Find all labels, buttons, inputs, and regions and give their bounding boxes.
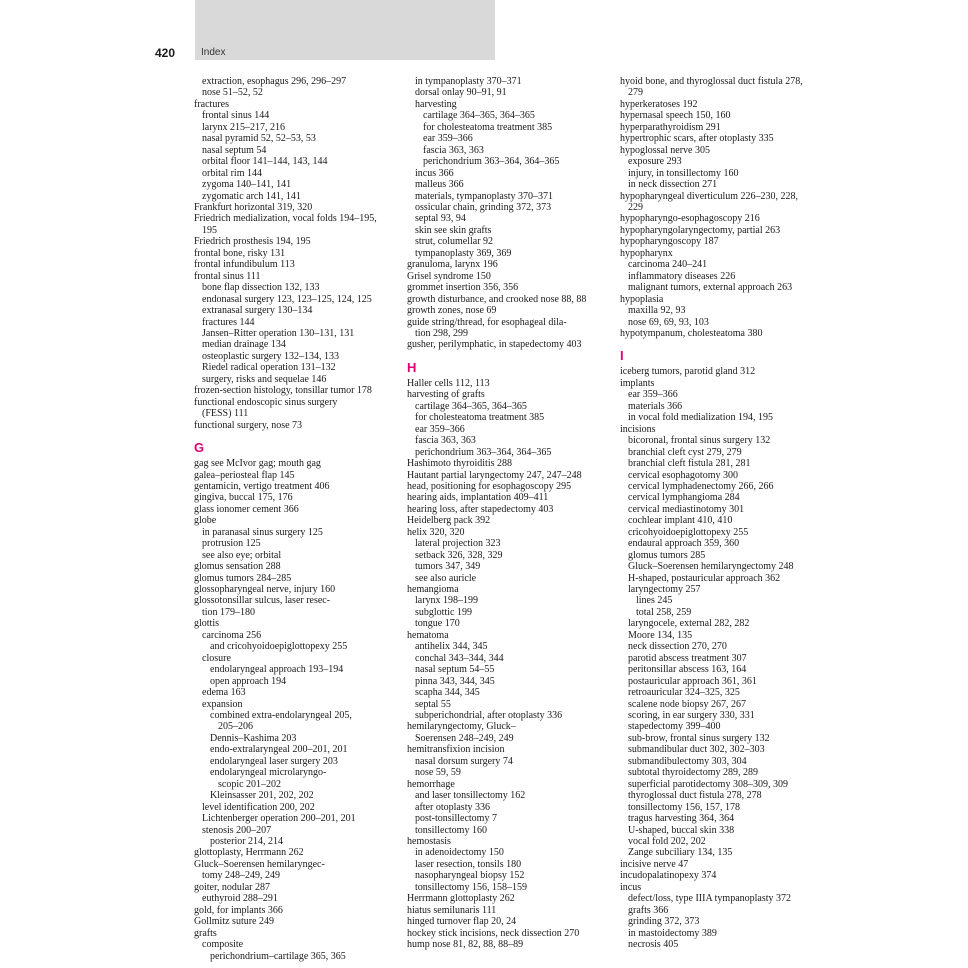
index-entry: incisive nerve 47 (620, 858, 689, 870)
header-bar (195, 0, 495, 60)
index-entry: malignant tumors, external approach 263 (628, 282, 793, 294)
index-entry: laryngocele, external 282, 282 (628, 618, 750, 630)
index-entry: in mastoidectomy 389 (628, 927, 717, 939)
index-entry: strut, columellar 92 (415, 236, 494, 248)
index-entry: after otoplasty 336 (415, 801, 490, 813)
index-entry: osteoplastic surgery 132–134, 133 (202, 350, 340, 362)
index-entry: tonsillectomy 156, 158–159 (415, 881, 527, 893)
index-entry: Grisel syndrome 150 (407, 270, 491, 282)
index-entry: hiatus semilunaris 111 (407, 904, 497, 916)
index-entry: gusher, perilymphatic, in stapedectomy 403 (407, 339, 582, 351)
index-entry: antihelix 344, 345 (415, 641, 488, 653)
index-entry: and cricohyoidoepiglottopexy 255 (210, 641, 348, 653)
index-entry: hemangioma (407, 584, 459, 596)
index-entry: hemitransfixion incision (407, 744, 505, 756)
index-entry: hypopharyngolaryngectomy, partial 263 (620, 224, 781, 236)
index-entry: gentamicin, vertigo treatment 406 (194, 480, 330, 492)
index-entry: 229 (628, 201, 643, 213)
index-entry: carcinoma 256 (202, 629, 262, 641)
index-entry: guide string/thread, for esophageal dila- (407, 316, 567, 328)
index-entry: grinding 372, 373 (628, 916, 700, 928)
index-entry: frontal sinus 144 (202, 110, 270, 122)
index-entry: hemilaryngectomy, Gluck– (407, 721, 516, 733)
index-entry: Riedel radical operation 131–132 (202, 362, 336, 374)
index-entry: endo-extralaryngeal 200–201, 201 (210, 744, 348, 756)
index-entry: zygoma 140–141, 141 (202, 179, 292, 191)
index-entry: glomus tumors 285 (628, 549, 706, 561)
index-entry: fascia 363, 363 (423, 144, 484, 156)
index-entry: tion 179–180 (202, 606, 256, 618)
index-entry: Gluck–Soerensen hemilaryngectomy 248 (628, 561, 794, 573)
index-entry: zygomatic arch 141, 141 (202, 190, 301, 202)
index-entry: skin see skin grafts (415, 224, 492, 236)
index-entry: cervical lymphadenectomy 266, 266 (628, 480, 774, 492)
index-entry: harvesting (415, 98, 457, 110)
index-entry: glossopharyngeal nerve, injury 160 (194, 584, 336, 596)
index-entry: Gollmitz suture 249 (194, 916, 274, 928)
index-entry: goiter, nodular 287 (194, 881, 270, 893)
index-entry: functional surgery, nose 73 (194, 419, 303, 431)
index-entry: nose 59, 59 (415, 767, 461, 779)
index-entry: hyperkeratoses 192 (620, 98, 698, 110)
index-entry: branchial cleft cyst 279, 279 (628, 446, 742, 458)
index-entry: combined extra-endolaryngeal 205, (210, 710, 352, 722)
index-entry: inflammatory diseases 226 (628, 270, 736, 282)
index-entry: Dennis–Kashima 203 (210, 732, 297, 744)
index-entry: incus 366 (415, 167, 454, 179)
index-column-1 (194, 76, 399, 962)
index-entry: submandibular duct 302, 302–303 (628, 744, 765, 756)
index-entry: bicoronal, frontal sinus surgery 132 (628, 435, 771, 447)
index-entry: conchal 343–344, 344 (415, 652, 504, 664)
index-entry: hyperparathyroidism 291 (620, 121, 721, 133)
index-entry: total 258, 259 (636, 606, 692, 618)
index-entry: Friedrich prosthesis 194, 195 (194, 236, 311, 248)
index-entry: subglottic 199 (415, 606, 472, 618)
index-entry: larynx 215–217, 216 (202, 121, 286, 133)
index-entry: laryngectomy 257 (628, 584, 701, 596)
index-entry: post-tonsillectomy 7 (415, 813, 497, 825)
index-entry: granuloma, larynx 196 (407, 259, 498, 271)
index-entry: and laser tonsillectomy 162 (415, 790, 526, 802)
index-entry: dorsal onlay 90–91, 91 (415, 87, 507, 99)
index-entry: closure (202, 652, 231, 664)
index-entry: glossotonsillar sulcus, laser resec- (194, 595, 331, 607)
index-entry: tympanoplasty 369, 369 (415, 247, 512, 259)
index-entry: incus (620, 881, 642, 893)
index-entry: cervical esophagotomy 300 (628, 469, 738, 481)
index-entry: sub-brow, frontal sinus surgery 132 (628, 732, 770, 744)
index-entry: Lichtenberger operation 200–201, 201 (202, 813, 356, 825)
index-entry: branchial cleft fistula 281, 281 (628, 458, 751, 470)
index-entry: stenosis 200–207 (202, 824, 272, 836)
index-entry: retroauricular 324–325, 325 (628, 687, 740, 699)
index-entry: edema 163 (202, 687, 246, 699)
index-entry: level identification 200, 202 (202, 801, 315, 813)
index-entry: septal 55 (415, 698, 451, 710)
index-entry: glottoplasty, Herrmann 262 (194, 847, 304, 859)
index-entry: ear 359–366 (628, 389, 678, 401)
index-entry: scalene node biopsy 267, 267 (628, 698, 747, 710)
index-entry: tumors 347, 349 (415, 561, 481, 573)
index-entry: endaural approach 359, 360 (628, 538, 740, 550)
index-entry: scopic 201–202 (218, 778, 282, 790)
index-entry: subtotal thyroidectomy 289, 289 (628, 767, 758, 779)
index-entry: tongue 170 (415, 618, 460, 630)
index-entry: glottis (194, 618, 220, 630)
index-entry: nasal septum 54–55 (415, 664, 495, 676)
index-entry: Moore 134, 135 (628, 629, 693, 641)
index-entry: nose 51–52, 52 (202, 87, 263, 99)
index-entry: hump nose 81, 82, 88, 88–89 (407, 939, 524, 951)
index-entry: Jansen–Ritter operation 130–131, 131 (202, 327, 355, 339)
index-column-3 (620, 76, 825, 951)
index-entry: glomus sensation 288 (194, 561, 281, 573)
index-entry: exposure 293 (628, 156, 682, 168)
index-entry: carcinoma 240–241 (628, 259, 708, 271)
index-entry: hinged turnover flap 20, 24 (407, 916, 517, 928)
index-entry: cochlear implant 410, 410 (628, 515, 733, 527)
index-entry: lines 245 (636, 595, 673, 607)
index-entry: thyroglossal duct fistula 278, 278 (628, 790, 762, 802)
index-entry: 195 (202, 224, 217, 236)
index-entry: hemorrhage (407, 778, 455, 790)
index-entry: H-shaped, postauricular approach 362 (628, 572, 781, 584)
section-letter: G (194, 440, 205, 456)
index-entry: hearing aids, implantation 409–411 (407, 492, 549, 504)
index-entry: Frankfurt horizontal 319, 320 (194, 201, 313, 213)
index-entry: hypernasal speech 150, 160 (620, 110, 731, 122)
index-entry: neck dissection 270, 270 (628, 641, 727, 653)
index-entry: grafts (194, 927, 217, 939)
index-entry: vocal fold 202, 202 (628, 836, 706, 847)
index-entry: cervical mediastinotomy 301 (628, 503, 745, 515)
index-entry: Heidelberg pack 392 (407, 515, 491, 527)
index-entry: endonasal surgery 123, 123–125, 124, 125 (202, 293, 372, 305)
index-entry: peritonsillar abscess 163, 164 (628, 664, 747, 676)
index-entry: (FESS) 111 (202, 408, 249, 420)
index-entry: cartilage 364–365, 364–365 (423, 110, 535, 122)
index-entry: for cholesteatoma treatment 385 (415, 412, 545, 424)
index-entry: in vocal fold medialization 194, 195 (628, 412, 773, 424)
index-entry: fascia 363, 363 (415, 435, 476, 447)
index-entry: tion 298, 299 (415, 327, 469, 339)
index-entry: hypoglossal nerve 305 (620, 144, 710, 156)
index-entry: Friedrich medialization, vocal folds 194–195, (194, 213, 377, 225)
index-entry: lateral projection 323 (415, 538, 501, 550)
index-entry: galea–periosteal flap 145 (194, 469, 295, 481)
index-entry: materials 366 (628, 400, 683, 412)
index-entry: perichondrium 363–364, 364–365 (415, 446, 552, 458)
index-entry: bone flap dissection 132, 133 (202, 282, 320, 294)
index-entry: hypotympanum, cholesteatoma 380 (620, 327, 763, 339)
index-entry: hypoplasia (620, 293, 664, 305)
index-entry: subperichondrial, after otoplasty 336 (415, 710, 563, 722)
index-entry: extranasal surgery 130–134 (202, 305, 313, 317)
index-entry: posterior 214, 214 (210, 836, 284, 847)
index-entry: grommet insertion 356, 356 (407, 282, 519, 294)
index-entry: functional endoscopic sinus surgery (194, 396, 338, 408)
index-entry: pinna 343, 344, 345 (415, 675, 495, 687)
index-entry: Gluck–Soerensen hemilaryngec- (194, 858, 325, 870)
index-entry: endolaryngeal microlaryngo- (210, 767, 327, 779)
index-entry: nasal dorsum surgery 74 (415, 755, 513, 767)
index-entry: nose 69, 69, 93, 103 (628, 316, 709, 328)
index-entry: globe (194, 515, 217, 527)
index-entry: postauricular approach 361, 361 (628, 675, 757, 687)
index-entry: euthyroid 288–291 (202, 893, 278, 905)
section-letter: H (407, 359, 417, 375)
index-entry: hypopharyngo-esophagoscopy 216 (620, 213, 760, 225)
running-head: Index (201, 47, 226, 58)
index-entry: Hautant partial laryngectomy 247, 247–248 (407, 469, 582, 481)
index-entry: larynx 198–199 (415, 595, 479, 607)
index-entry: Hashimoto thyroiditis 288 (407, 458, 512, 470)
index-entry: hypertrophic scars, after otoplasty 335 (620, 133, 774, 145)
index-entry: glass ionomer cement 366 (194, 503, 299, 515)
index-entry: hearing loss, after stapedectomy 403 (407, 503, 554, 515)
index-entry: surgery, risks and sequelae 146 (202, 373, 327, 385)
index-entry: Haller cells 112, 113 (407, 377, 490, 389)
index-entry: Herrmann glottoplasty 262 (407, 893, 515, 905)
index-entry: median drainage 134 (202, 339, 286, 351)
section-letter: I (620, 348, 624, 364)
index-entry: Zange subciliary 134, 135 (628, 847, 733, 859)
index-entry: open approach 194 (210, 675, 287, 687)
index-entry: nasopharyngeal biopsy 152 (415, 870, 525, 882)
index-entry: incisions (620, 423, 656, 435)
index-entry: frozen-section histology, tonsillar tumor 178 (194, 385, 372, 397)
index-entry: injury, in tonsillectomy 160 (628, 167, 739, 179)
index-entry: endolaryngeal approach 193–194 (210, 664, 344, 676)
index-entry: nasal pyramid 52, 52–53, 53 (202, 133, 316, 145)
index-entry: 205–206 (218, 721, 253, 733)
index-entry: submandibulectomy 303, 304 (628, 755, 747, 767)
index-entry: grafts 366 (628, 904, 669, 916)
index-entry: composite (202, 939, 244, 951)
index-entry: 279 (628, 87, 643, 99)
index-entry: fractures 144 (202, 316, 255, 328)
index-entry: scoring, in ear surgery 330, 331 (628, 710, 755, 722)
index-entry: perichondrium 363–364, 364–365 (423, 156, 560, 168)
index-entry: Kleinsasser 201, 202, 202 (210, 790, 314, 802)
index-entry: defect/loss, type IIIA tympanoplasty 372 (628, 893, 792, 905)
index-entry: frontal infundibulum 113 (194, 259, 295, 271)
index-entry: protrusion 125 (202, 538, 261, 550)
index-entry: hemostasis (407, 836, 451, 847)
index-entry: tomy 248–249, 249 (202, 870, 281, 882)
index-entry: orbital rim 144 (202, 167, 262, 179)
index-entry: superficial parotidectomy 308–309, 309 (628, 778, 788, 790)
index-entry: ear 359–366 (423, 133, 473, 145)
index-entry: U-shaped, buccal skin 338 (628, 824, 735, 836)
index-entry: hematoma (407, 629, 449, 641)
index-entry: fractures (194, 98, 229, 110)
index-entry: ossicular chain, grinding 372, 373 (415, 201, 552, 213)
index-entry: necrosis 405 (628, 939, 679, 951)
index-entry: head, positioning for esophagoscopy 295 (407, 480, 572, 492)
index-entry: glomus tumors 284–285 (194, 572, 292, 584)
index-entry: gag see McIvor gag; mouth gag (194, 458, 321, 470)
index-entry: for cholesteatoma treatment 385 (423, 121, 553, 133)
index-entry: parotid abscess treatment 307 (628, 652, 747, 664)
index-entry: Soerensen 248–249, 249 (415, 732, 514, 744)
index-entry: frontal sinus 111 (194, 270, 261, 282)
index-entry: nasal septum 54 (202, 144, 267, 156)
index-entry: hyoid bone, and thyroglossal duct fistula 278, (620, 76, 803, 87)
index-entry: iceberg tumors, parotid gland 312 (620, 366, 756, 378)
index-entry: setback 326, 328, 329 (415, 549, 503, 561)
index-entry: harvesting of grafts (407, 389, 485, 401)
index-entry: hypopharyngoscopy 187 (620, 236, 719, 248)
index-entry: extraction, esophagus 296, 296–297 (202, 76, 347, 87)
index-entry: growth zones, nose 69 (407, 305, 497, 317)
index-entry: stapedectomy 399–400 (628, 721, 721, 733)
index-entry: cartilage 364–365, 364–365 (415, 400, 527, 412)
index-entry: in tympanoplasty 370–371 (415, 76, 522, 87)
index-entry: gold, for implants 366 (194, 904, 283, 916)
index-entry: maxilla 92, 93 (628, 305, 686, 317)
index-entry: septal 93, 94 (415, 213, 466, 225)
index-entry: hockey stick incisions, neck dissection 270 (407, 927, 580, 939)
index-entry: incudopalatinopexy 374 (620, 870, 717, 882)
page-number: 420 (155, 46, 176, 60)
index-entry: hypopharynx (620, 247, 673, 259)
index-entry: orbital floor 141–144, 143, 144 (202, 156, 328, 168)
index-entry: scapha 344, 345 (415, 687, 480, 699)
index-entry: endolaryngeal laser surgery 203 (210, 755, 338, 767)
index-entry: hypopharyngeal diverticulum 226–230, 228, (620, 190, 799, 202)
index-entry: implants (620, 377, 655, 389)
index-entry: tragus harvesting 364, 364 (628, 813, 735, 825)
index-entry: cricohyoidoepiglottopexy 255 (628, 526, 749, 538)
index-entry: gingiva, buccal 175, 176 (194, 492, 293, 504)
index-entry: ear 359–366 (415, 423, 465, 435)
index-entry: malleus 366 (415, 179, 464, 191)
index-entry: helix 320, 320 (407, 526, 465, 538)
index-entry: perichondrium–cartilage 365, 365 (210, 950, 346, 962)
index-entry: materials, tympanoplasty 370–371 (415, 190, 554, 202)
index-entry: tonsillectomy 160 (415, 824, 487, 836)
index-entry: laser resection, tonsils 180 (415, 858, 522, 870)
index-entry: growth disturbance, and crooked nose 88, 88 (407, 293, 587, 305)
index-entry: see also eye; orbital (202, 549, 282, 561)
index-entry: cervical lymphangioma 284 (628, 492, 740, 504)
index-entry: in paranasal sinus surgery 125 (202, 526, 323, 538)
index-column-2 (407, 76, 612, 951)
index-entry: tonsillectomy 156, 157, 178 (628, 801, 740, 813)
index-entry: expansion (202, 698, 243, 710)
index-entry: see also auricle (415, 572, 477, 584)
index-entry: frontal bone, risky 131 (194, 247, 286, 259)
index-entry: in adenoidectomy 150 (415, 847, 504, 859)
index-entry: in neck dissection 271 (628, 179, 718, 191)
